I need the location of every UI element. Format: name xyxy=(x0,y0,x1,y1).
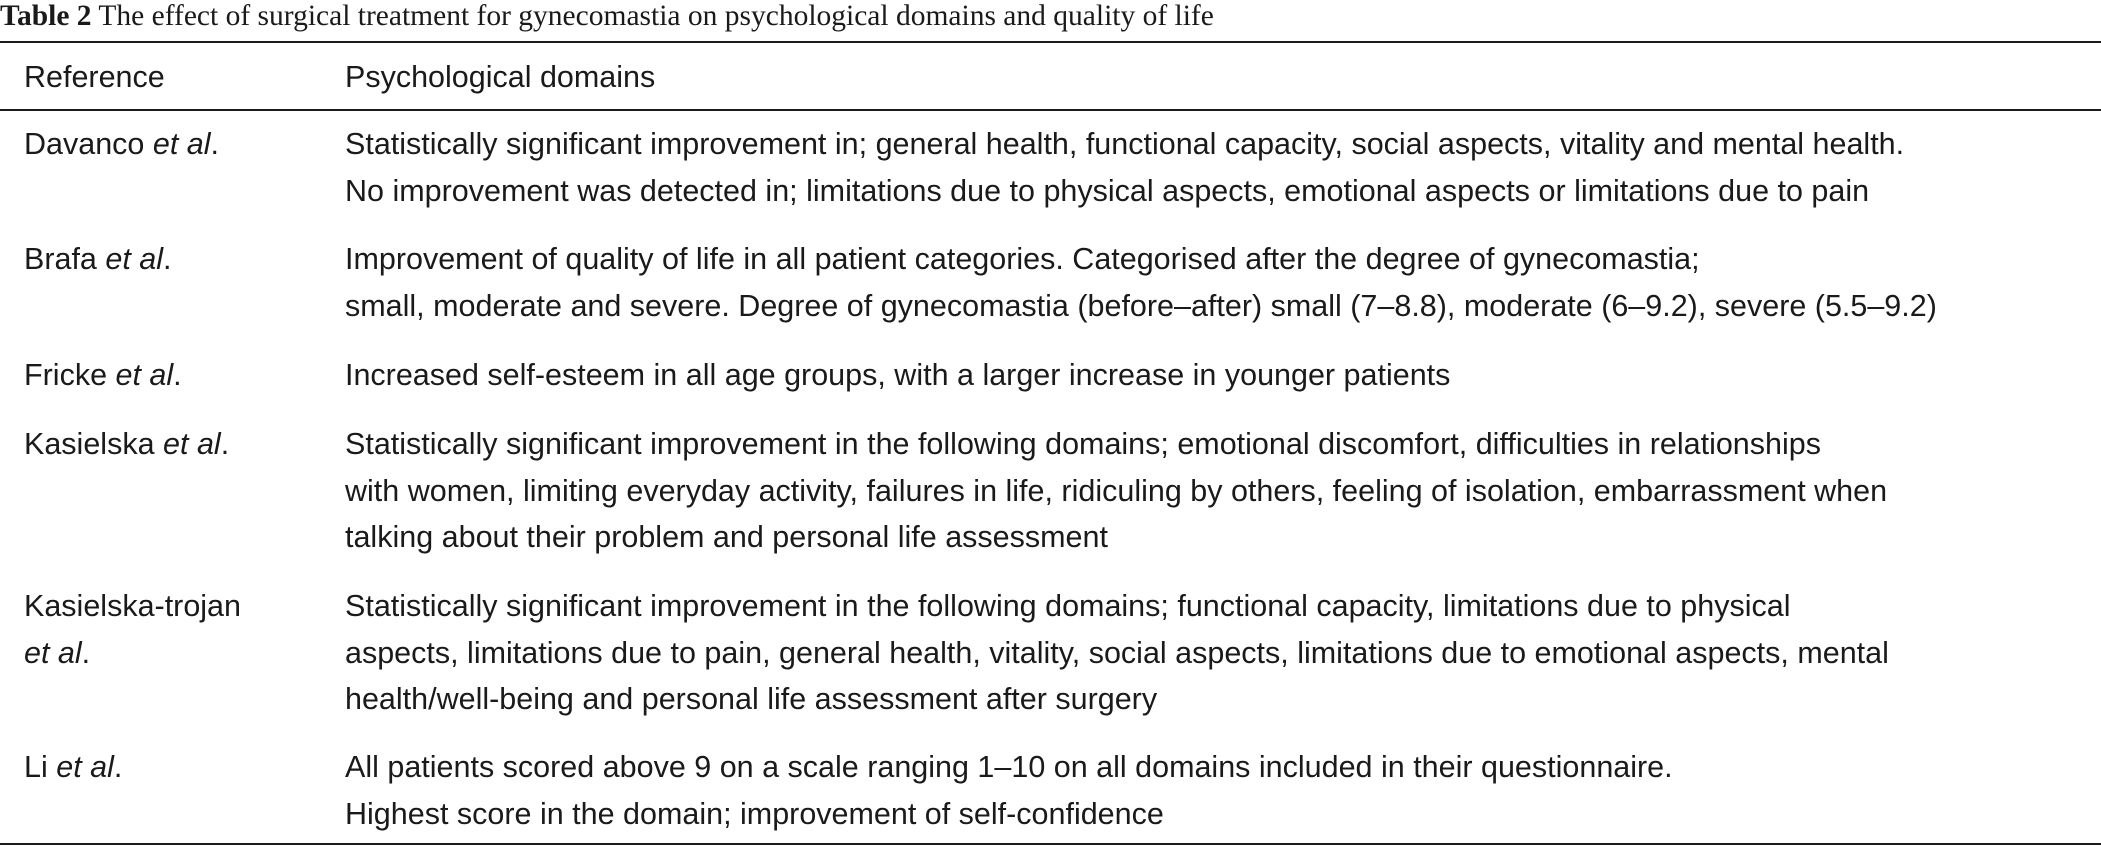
et-al: et al xyxy=(115,358,174,392)
table-row-description xyxy=(345,352,1450,399)
table-caption xyxy=(0,0,2101,40)
bottom-rule xyxy=(0,843,2101,845)
author-name: Kasielska-trojan xyxy=(24,589,241,623)
table-row-reference: Davanco et al. xyxy=(24,127,220,161)
description-line: Statistically significant improvement in the following domains; functional capacity, limitations due to physical xyxy=(345,589,1791,623)
description-line: health/well-being and personal life assessment after surgery xyxy=(345,682,1158,716)
description-line: talking about their problem and personal life assessment xyxy=(345,520,1108,554)
et-al: et al xyxy=(24,635,82,670)
description-line: Highest score in the domain; improvement of self-confidence xyxy=(345,796,1164,831)
description-line: Statistically significant improvement in; general health, functional capacity, social aspects, vitality and mental health. xyxy=(345,127,1905,161)
description-line: All patients scored above 9 on a scale ranging 1–10 on all domains included in their questionnaire. xyxy=(345,750,1673,784)
description-line: aspects, limitations due to pain, general health, vitality, social aspects, limitations due to emotional aspects, mental xyxy=(345,635,1889,670)
table-title: The effect of surgical treatment for gynecomastia on psychological domains and quality of life xyxy=(98,0,1214,32)
description-line: No improvement was detected in; limitations due to physical aspects, emotional aspects or limitations due to pain xyxy=(345,173,1870,208)
description-line: with women, limiting everyday activity, failures in life, ridiculing by others, feeling of isolation, embarrassment when xyxy=(345,473,1888,508)
header-reference: Reference xyxy=(24,60,165,94)
description-line: Increased self-esteem in all age groups, with a larger increase in younger patients xyxy=(345,358,1451,392)
header-rule xyxy=(0,109,2101,111)
table-row-reference: Brafa et al. xyxy=(24,242,172,276)
table-row-reference: Kasielska et al. xyxy=(24,427,230,461)
table-row-reference: Fricke et al. xyxy=(24,358,182,392)
et-al: et al xyxy=(163,427,221,461)
table-label: Table 2 xyxy=(0,0,92,32)
table-row-description xyxy=(345,121,1904,214)
top-rule xyxy=(0,41,2101,43)
et-al: et al xyxy=(152,127,211,161)
author-name: Fricke xyxy=(24,358,108,392)
table-row-reference: Li et al. xyxy=(24,750,123,784)
description-line: small, moderate and severe. Degree of gynecomastia (before–after) small (7–8.8), moderate (6–9.2), severe (5.5–9.2) xyxy=(345,288,1937,323)
author-name: Kasielska xyxy=(24,427,155,461)
table-row-description xyxy=(345,583,1889,723)
et-al: et al xyxy=(105,242,164,276)
table-row-reference: Kasielska-trojan et al. xyxy=(24,583,241,676)
author-name: Brafa xyxy=(24,242,97,276)
table-row-description xyxy=(345,421,1887,561)
author-name: Li xyxy=(24,750,48,784)
table-row-description xyxy=(345,744,1673,837)
author-name: Davanco xyxy=(24,127,145,161)
description-line: Statistically significant improvement in the following domains; emotional discomfort, difficulties in relationships xyxy=(345,427,1821,461)
table-row-description xyxy=(345,236,1937,329)
et-al: et al xyxy=(56,750,114,784)
description-line: Improvement of quality of life in all patient categories. Categorised after the degree of gynecomastia; xyxy=(345,242,1700,276)
header-psychological-domains: Psychological domains xyxy=(345,60,656,94)
